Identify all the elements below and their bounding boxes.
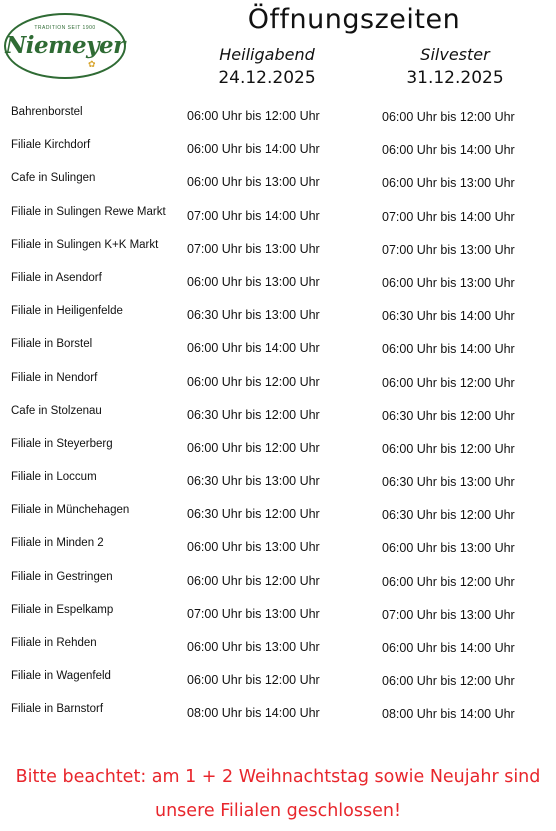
table-row xyxy=(0,498,556,531)
table-row xyxy=(0,166,556,199)
column-date: 24.12.2025 xyxy=(218,68,316,88)
heiligabend-hours: 06:00 Uhr bis 12:00 Uhr xyxy=(187,573,320,588)
silvester-hours: 08:00 Uhr bis 14:00 Uhr xyxy=(382,707,515,722)
branch-name: Filiale in Sulingen Rewe Markt xyxy=(11,205,166,218)
branch-name: Filiale in Nendorf xyxy=(11,371,98,384)
heiligabend-hours: 06:00 Uhr bis 13:00 Uhr xyxy=(187,640,320,654)
column-date: 31.12.2025 xyxy=(406,68,504,88)
silvester-hours: 06:30 Uhr bis 14:00 Uhr xyxy=(382,309,515,324)
branch-name: Bahrenborstel xyxy=(11,106,83,118)
branch-name: Filiale in Sulingen K+K Markt xyxy=(11,238,159,251)
silvester-hours: 07:00 Uhr bis 13:00 Uhr xyxy=(382,242,515,257)
branch-name: Filiale in Heiligenfelde xyxy=(11,305,123,318)
branch-name: Filiale in Borstel xyxy=(11,338,93,351)
silvester-hours: 07:00 Uhr bis 14:00 Uhr xyxy=(382,209,515,224)
table-row xyxy=(0,531,556,564)
table-row xyxy=(0,598,556,631)
silvester-hours: 07:00 Uhr bis 13:00 Uhr xyxy=(382,607,515,622)
branch-name: Filiale in Gestringen xyxy=(11,570,113,583)
branch-name: Filiale in Wagenfeld xyxy=(11,670,111,683)
silvester-hours: 06:00 Uhr bis 12:00 Uhr xyxy=(382,375,515,390)
table-row xyxy=(0,664,556,697)
heiligabend-hours: 08:00 Uhr bis 14:00 Uhr xyxy=(187,706,320,721)
branch-name: Cafe in Stolzenau xyxy=(11,404,102,417)
silvester-hours: 06:00 Uhr bis 14:00 Uhr xyxy=(382,641,515,655)
table-row xyxy=(0,266,556,299)
silvester-hours: 06:30 Uhr bis 12:00 Uhr xyxy=(382,408,515,423)
column-header-silvester xyxy=(365,44,545,90)
table-row xyxy=(0,366,556,399)
silvester-hours: 06:00 Uhr bis 13:00 Uhr xyxy=(382,541,515,556)
heiligabend-hours: 06:00 Uhr bis 12:00 Uhr xyxy=(187,440,320,455)
silvester-hours: 06:00 Uhr bis 13:00 Uhr xyxy=(382,275,515,290)
table-row xyxy=(0,697,556,730)
logo-name: Niemeyer xyxy=(5,32,125,59)
heiligabend-hours: 06:30 Uhr bis 12:00 Uhr xyxy=(187,507,320,522)
table-row xyxy=(0,133,556,166)
branch-name: Filiale in Loccum xyxy=(11,471,97,484)
branch-name: Cafe in Sulingen xyxy=(11,172,96,185)
branch-name: Filiale in Steyerberg xyxy=(11,437,113,450)
closure-notice-line-1: Bitte beachtet: am 1 + 2 Weihnachtstag sowie Neujahr sind xyxy=(15,767,541,787)
silvester-hours: 06:00 Uhr bis 12:00 Uhr xyxy=(382,441,515,456)
heiligabend-hours: 06:00 Uhr bis 12:00 Uhr xyxy=(187,673,320,688)
branch-name: Filiale in Rehden xyxy=(11,637,97,649)
silvester-hours: 06:30 Uhr bis 12:00 Uhr xyxy=(382,508,515,523)
heiligabend-hours: 06:30 Uhr bis 13:00 Uhr xyxy=(187,474,320,489)
branch-name: Filiale in Asendorf xyxy=(11,271,102,284)
branch-name: Filiale in Minden 2 xyxy=(11,537,104,550)
wheat-icon: ✿ xyxy=(88,59,96,69)
silvester-hours: 06:00 Uhr bis 14:00 Uhr xyxy=(382,143,515,158)
silvester-hours: 06:00 Uhr bis 12:00 Uhr xyxy=(382,574,515,589)
branch-name: Filiale Kirchdorf xyxy=(11,139,91,152)
heiligabend-hours: 06:30 Uhr bis 12:00 Uhr xyxy=(187,407,320,422)
silvester-hours: 06:00 Uhr bis 12:00 Uhr xyxy=(382,674,515,689)
table-row xyxy=(0,399,556,432)
branch-name: Filiale in Espelkamp xyxy=(11,603,114,616)
silvester-hours: 06:00 Uhr bis 12:00 Uhr xyxy=(382,110,515,124)
heiligabend-hours: 06:30 Uhr bis 13:00 Uhr xyxy=(187,308,320,323)
table-row xyxy=(0,332,556,365)
table-row xyxy=(0,100,556,133)
table-row xyxy=(0,299,556,332)
table-row xyxy=(0,465,556,498)
column-name: Heiligabend xyxy=(219,45,315,64)
table-row xyxy=(0,631,556,664)
heiligabend-hours: 06:00 Uhr bis 14:00 Uhr xyxy=(187,341,320,356)
silvester-hours: 06:00 Uhr bis 14:00 Uhr xyxy=(382,342,515,357)
opening-hours-table xyxy=(0,100,556,731)
heiligabend-hours: 06:00 Uhr bis 13:00 Uhr xyxy=(187,274,320,289)
heiligabend-hours: 06:00 Uhr bis 14:00 Uhr xyxy=(187,142,320,157)
niemeyer-logo xyxy=(4,13,126,79)
page-title: Öffnungszeiten xyxy=(247,4,461,35)
silvester-hours: 06:00 Uhr bis 13:00 Uhr xyxy=(382,176,515,191)
branch-name: Filiale in Münchehagen xyxy=(11,504,130,517)
heiligabend-hours: 06:00 Uhr bis 12:00 Uhr xyxy=(187,374,320,389)
table-row xyxy=(0,233,556,266)
heiligabend-hours: 07:00 Uhr bis 13:00 Uhr xyxy=(187,606,320,621)
logo-tagline: TRADITION SEIT 1900 xyxy=(34,25,96,31)
heiligabend-hours: 06:00 Uhr bis 12:00 Uhr xyxy=(187,109,320,123)
heiligabend-hours: 06:00 Uhr bis 13:00 Uhr xyxy=(187,175,320,190)
closure-notice xyxy=(0,760,556,828)
heiligabend-hours: 07:00 Uhr bis 14:00 Uhr xyxy=(187,208,320,223)
heiligabend-hours: 07:00 Uhr bis 13:00 Uhr xyxy=(187,241,320,256)
heiligabend-hours: 06:00 Uhr bis 13:00 Uhr xyxy=(187,540,320,555)
silvester-hours: 06:30 Uhr bis 13:00 Uhr xyxy=(382,475,515,490)
column-header-heiligabend xyxy=(177,44,357,90)
table-row xyxy=(0,565,556,598)
branch-name: Filiale in Barnstorf xyxy=(11,703,104,716)
column-name: Silvester xyxy=(420,45,490,64)
table-row xyxy=(0,432,556,465)
closure-notice-line-2: unsere Filialen geschlossen! xyxy=(155,801,401,821)
table-row xyxy=(0,200,556,233)
